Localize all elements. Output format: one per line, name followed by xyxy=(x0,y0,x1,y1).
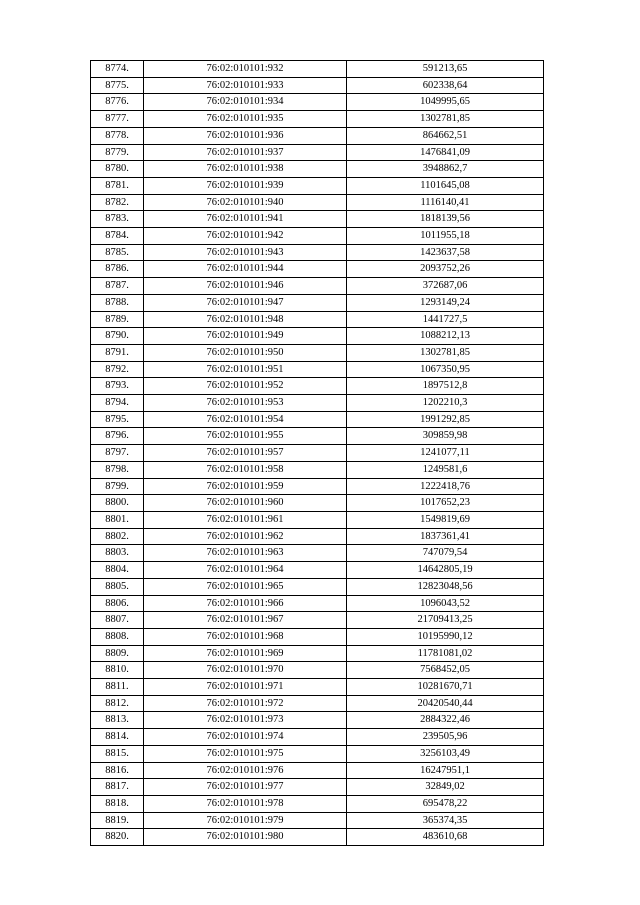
row-number-cell: 8802. xyxy=(91,528,144,545)
cadastral-number-cell: 76:02:010101:972 xyxy=(144,695,347,712)
cadastral-number-cell: 76:02:010101:947 xyxy=(144,294,347,311)
cadastral-number-cell: 76:02:010101:976 xyxy=(144,762,347,779)
cadastral-number-cell: 76:02:010101:934 xyxy=(144,94,347,111)
row-number-cell: 8778. xyxy=(91,127,144,144)
table-row xyxy=(91,495,544,512)
cadastral-number-cell: 76:02:010101:971 xyxy=(144,679,347,696)
row-number-cell: 8793. xyxy=(91,378,144,395)
cadastral-value-cell: 2884322,46 xyxy=(347,712,544,729)
cadastral-value-cell: 372687,06 xyxy=(347,278,544,295)
row-number-cell: 8806. xyxy=(91,595,144,612)
cadastral-value-cell: 14642805,19 xyxy=(347,562,544,579)
table-row xyxy=(91,745,544,762)
table-row xyxy=(91,411,544,428)
table-row xyxy=(91,244,544,261)
cadastral-number-cell: 76:02:010101:966 xyxy=(144,595,347,612)
table-row xyxy=(91,77,544,94)
table-row xyxy=(91,61,544,78)
cadastral-value-cell: 1096043,52 xyxy=(347,595,544,612)
cadastral-number-cell: 76:02:010101:975 xyxy=(144,745,347,762)
cadastral-number-cell: 76:02:010101:973 xyxy=(144,712,347,729)
table-row xyxy=(91,645,544,662)
cadastral-value-cell: 1249581,6 xyxy=(347,461,544,478)
table-row xyxy=(91,461,544,478)
table-row xyxy=(91,328,544,345)
cadastral-number-cell: 76:02:010101:938 xyxy=(144,161,347,178)
table-row xyxy=(91,211,544,228)
table-row xyxy=(91,378,544,395)
row-number-cell: 8774. xyxy=(91,61,144,78)
row-number-cell: 8813. xyxy=(91,712,144,729)
cadastral-number-cell: 76:02:010101:936 xyxy=(144,127,347,144)
cadastral-value-cell: 1302781,85 xyxy=(347,344,544,361)
table-row xyxy=(91,144,544,161)
row-number-cell: 8781. xyxy=(91,177,144,194)
cadastral-number-cell: 76:02:010101:941 xyxy=(144,211,347,228)
row-number-cell: 8800. xyxy=(91,495,144,512)
cadastral-value-cell: 1897512,8 xyxy=(347,378,544,395)
table-row xyxy=(91,779,544,796)
cadastral-number-cell: 76:02:010101:978 xyxy=(144,795,347,812)
cadastral-value-cell: 1293149,24 xyxy=(347,294,544,311)
cadastral-number-cell: 76:02:010101:955 xyxy=(144,428,347,445)
cadastral-number-cell: 76:02:010101:942 xyxy=(144,228,347,245)
cadastral-value-cell: 602338,64 xyxy=(347,77,544,94)
cadastral-value-cell: 21709413,25 xyxy=(347,612,544,629)
cadastral-number-cell: 76:02:010101:974 xyxy=(144,729,347,746)
row-number-cell: 8799. xyxy=(91,478,144,495)
cadastral-value-cell: 365374,35 xyxy=(347,812,544,829)
row-number-cell: 8814. xyxy=(91,729,144,746)
row-number-cell: 8783. xyxy=(91,211,144,228)
table-row xyxy=(91,177,544,194)
table-row xyxy=(91,829,544,846)
table-row xyxy=(91,545,544,562)
cadastral-number-cell: 76:02:010101:933 xyxy=(144,77,347,94)
table-row xyxy=(91,795,544,812)
cadastral-value-cell: 32849,02 xyxy=(347,779,544,796)
cadastral-number-cell: 76:02:010101:944 xyxy=(144,261,347,278)
cadastral-value-cell: 864662,51 xyxy=(347,127,544,144)
cadastral-value-cell: 1241077,11 xyxy=(347,445,544,462)
cadastral-value-cell: 1088212,13 xyxy=(347,328,544,345)
table-row xyxy=(91,812,544,829)
cadastral-number-cell: 76:02:010101:937 xyxy=(144,144,347,161)
row-number-cell: 8792. xyxy=(91,361,144,378)
row-number-cell: 8784. xyxy=(91,228,144,245)
cadastral-value-cell: 1476841,09 xyxy=(347,144,544,161)
table-row xyxy=(91,679,544,696)
cadastral-number-cell: 76:02:010101:954 xyxy=(144,411,347,428)
table-row xyxy=(91,344,544,361)
cadastral-value-cell: 16247951,1 xyxy=(347,762,544,779)
cadastral-number-cell: 76:02:010101:932 xyxy=(144,61,347,78)
table-row xyxy=(91,712,544,729)
table-row xyxy=(91,395,544,412)
cadastral-value-cell: 309859,98 xyxy=(347,428,544,445)
row-number-cell: 8819. xyxy=(91,812,144,829)
cadastral-value-cell: 591213,65 xyxy=(347,61,544,78)
cadastral-number-cell: 76:02:010101:951 xyxy=(144,361,347,378)
row-number-cell: 8796. xyxy=(91,428,144,445)
row-number-cell: 8801. xyxy=(91,511,144,528)
row-number-cell: 8809. xyxy=(91,645,144,662)
cadastral-value-cell: 12823048,56 xyxy=(347,578,544,595)
table-row xyxy=(91,194,544,211)
table-row xyxy=(91,261,544,278)
row-number-cell: 8817. xyxy=(91,779,144,796)
cadastral-value-cell: 11781081,02 xyxy=(347,645,544,662)
cadastral-value-cell: 1818139,56 xyxy=(347,211,544,228)
table-row xyxy=(91,695,544,712)
row-number-cell: 8804. xyxy=(91,562,144,579)
cadastral-number-cell: 76:02:010101:948 xyxy=(144,311,347,328)
row-number-cell: 8803. xyxy=(91,545,144,562)
table-row xyxy=(91,628,544,645)
table-row xyxy=(91,311,544,328)
cadastral-value-cell: 1017652,23 xyxy=(347,495,544,512)
cadastral-number-cell: 76:02:010101:939 xyxy=(144,177,347,194)
row-number-cell: 8788. xyxy=(91,294,144,311)
cadastral-value-cell: 1302781,85 xyxy=(347,111,544,128)
row-number-cell: 8794. xyxy=(91,395,144,412)
cadastral-value-cell: 20420540,44 xyxy=(347,695,544,712)
table-row xyxy=(91,94,544,111)
row-number-cell: 8780. xyxy=(91,161,144,178)
cadastral-number-cell: 76:02:010101:965 xyxy=(144,578,347,595)
cadastral-number-cell: 76:02:010101:962 xyxy=(144,528,347,545)
row-number-cell: 8785. xyxy=(91,244,144,261)
cadastral-value-cell: 10195990,12 xyxy=(347,628,544,645)
table-row xyxy=(91,127,544,144)
table-row xyxy=(91,511,544,528)
row-number-cell: 8798. xyxy=(91,461,144,478)
row-number-cell: 8782. xyxy=(91,194,144,211)
cadastral-value-cell: 3948862,7 xyxy=(347,161,544,178)
table-row xyxy=(91,762,544,779)
row-number-cell: 8775. xyxy=(91,77,144,94)
cadastral-value-cell: 1991292,85 xyxy=(347,411,544,428)
row-number-cell: 8818. xyxy=(91,795,144,812)
cadastral-number-cell: 76:02:010101:967 xyxy=(144,612,347,629)
cadastral-value-cell: 483610,68 xyxy=(347,829,544,846)
row-number-cell: 8816. xyxy=(91,762,144,779)
table-row xyxy=(91,161,544,178)
row-number-cell: 8812. xyxy=(91,695,144,712)
cadastral-number-cell: 76:02:010101:964 xyxy=(144,562,347,579)
row-number-cell: 8797. xyxy=(91,445,144,462)
cadastral-number-cell: 76:02:010101:952 xyxy=(144,378,347,395)
cadastral-number-cell: 76:02:010101:961 xyxy=(144,511,347,528)
row-number-cell: 8786. xyxy=(91,261,144,278)
table-row xyxy=(91,228,544,245)
cadastral-number-cell: 76:02:010101:968 xyxy=(144,628,347,645)
cadastral-number-cell: 76:02:010101:957 xyxy=(144,445,347,462)
table-row xyxy=(91,111,544,128)
row-number-cell: 8808. xyxy=(91,628,144,645)
table-row xyxy=(91,662,544,679)
cadastral-number-cell: 76:02:010101:969 xyxy=(144,645,347,662)
cadastral-value-cell: 239505,96 xyxy=(347,729,544,746)
cadastral-value-cell: 1549819,69 xyxy=(347,511,544,528)
row-number-cell: 8789. xyxy=(91,311,144,328)
row-number-cell: 8790. xyxy=(91,328,144,345)
table-row xyxy=(91,478,544,495)
cadastral-number-cell: 76:02:010101:979 xyxy=(144,812,347,829)
cadastral-value-cell: 1202210,3 xyxy=(347,395,544,412)
cadastral-number-cell: 76:02:010101:946 xyxy=(144,278,347,295)
cadastral-number-cell: 76:02:010101:949 xyxy=(144,328,347,345)
cadastral-value-cell: 1067350,95 xyxy=(347,361,544,378)
cadastral-number-cell: 76:02:010101:958 xyxy=(144,461,347,478)
table-row xyxy=(91,361,544,378)
table-row xyxy=(91,428,544,445)
cadastral-value-cell: 7568452,05 xyxy=(347,662,544,679)
cadastral-number-cell: 76:02:010101:943 xyxy=(144,244,347,261)
row-number-cell: 8815. xyxy=(91,745,144,762)
cadastral-number-cell: 76:02:010101:935 xyxy=(144,111,347,128)
row-number-cell: 8810. xyxy=(91,662,144,679)
table-body xyxy=(91,61,544,846)
table-row xyxy=(91,578,544,595)
row-number-cell: 8805. xyxy=(91,578,144,595)
row-number-cell: 8807. xyxy=(91,612,144,629)
table-row xyxy=(91,445,544,462)
cadastral-value-cell: 1441727,5 xyxy=(347,311,544,328)
cadastral-number-cell: 76:02:010101:950 xyxy=(144,344,347,361)
cadastral-number-cell: 76:02:010101:940 xyxy=(144,194,347,211)
row-number-cell: 8776. xyxy=(91,94,144,111)
table-row xyxy=(91,729,544,746)
cadastral-value-cell: 3256103,49 xyxy=(347,745,544,762)
row-number-cell: 8787. xyxy=(91,278,144,295)
cadastral-number-cell: 76:02:010101:977 xyxy=(144,779,347,796)
table-row xyxy=(91,612,544,629)
row-number-cell: 8820. xyxy=(91,829,144,846)
cadastral-number-cell: 76:02:010101:980 xyxy=(144,829,347,846)
row-number-cell: 8791. xyxy=(91,344,144,361)
cadastral-value-table xyxy=(90,60,544,846)
cadastral-value-cell: 1011955,18 xyxy=(347,228,544,245)
cadastral-number-cell: 76:02:010101:953 xyxy=(144,395,347,412)
cadastral-value-cell: 747079,54 xyxy=(347,545,544,562)
row-number-cell: 8777. xyxy=(91,111,144,128)
cadastral-number-cell: 76:02:010101:970 xyxy=(144,662,347,679)
cadastral-number-cell: 76:02:010101:959 xyxy=(144,478,347,495)
table-row xyxy=(91,528,544,545)
cadastral-number-cell: 76:02:010101:963 xyxy=(144,545,347,562)
row-number-cell: 8779. xyxy=(91,144,144,161)
cadastral-value-cell: 1837361,41 xyxy=(347,528,544,545)
cadastral-number-cell: 76:02:010101:960 xyxy=(144,495,347,512)
cadastral-value-cell: 1116140,41 xyxy=(347,194,544,211)
cadastral-value-cell: 1101645,08 xyxy=(347,177,544,194)
cadastral-value-cell: 10281670,71 xyxy=(347,679,544,696)
cadastral-value-cell: 2093752,26 xyxy=(347,261,544,278)
table-row xyxy=(91,294,544,311)
table-row xyxy=(91,562,544,579)
cadastral-value-cell: 695478,22 xyxy=(347,795,544,812)
cadastral-value-cell: 1423637,58 xyxy=(347,244,544,261)
row-number-cell: 8811. xyxy=(91,679,144,696)
table-row xyxy=(91,595,544,612)
table-row xyxy=(91,278,544,295)
cadastral-value-cell: 1049995,65 xyxy=(347,94,544,111)
row-number-cell: 8795. xyxy=(91,411,144,428)
cadastral-value-cell: 1222418,76 xyxy=(347,478,544,495)
